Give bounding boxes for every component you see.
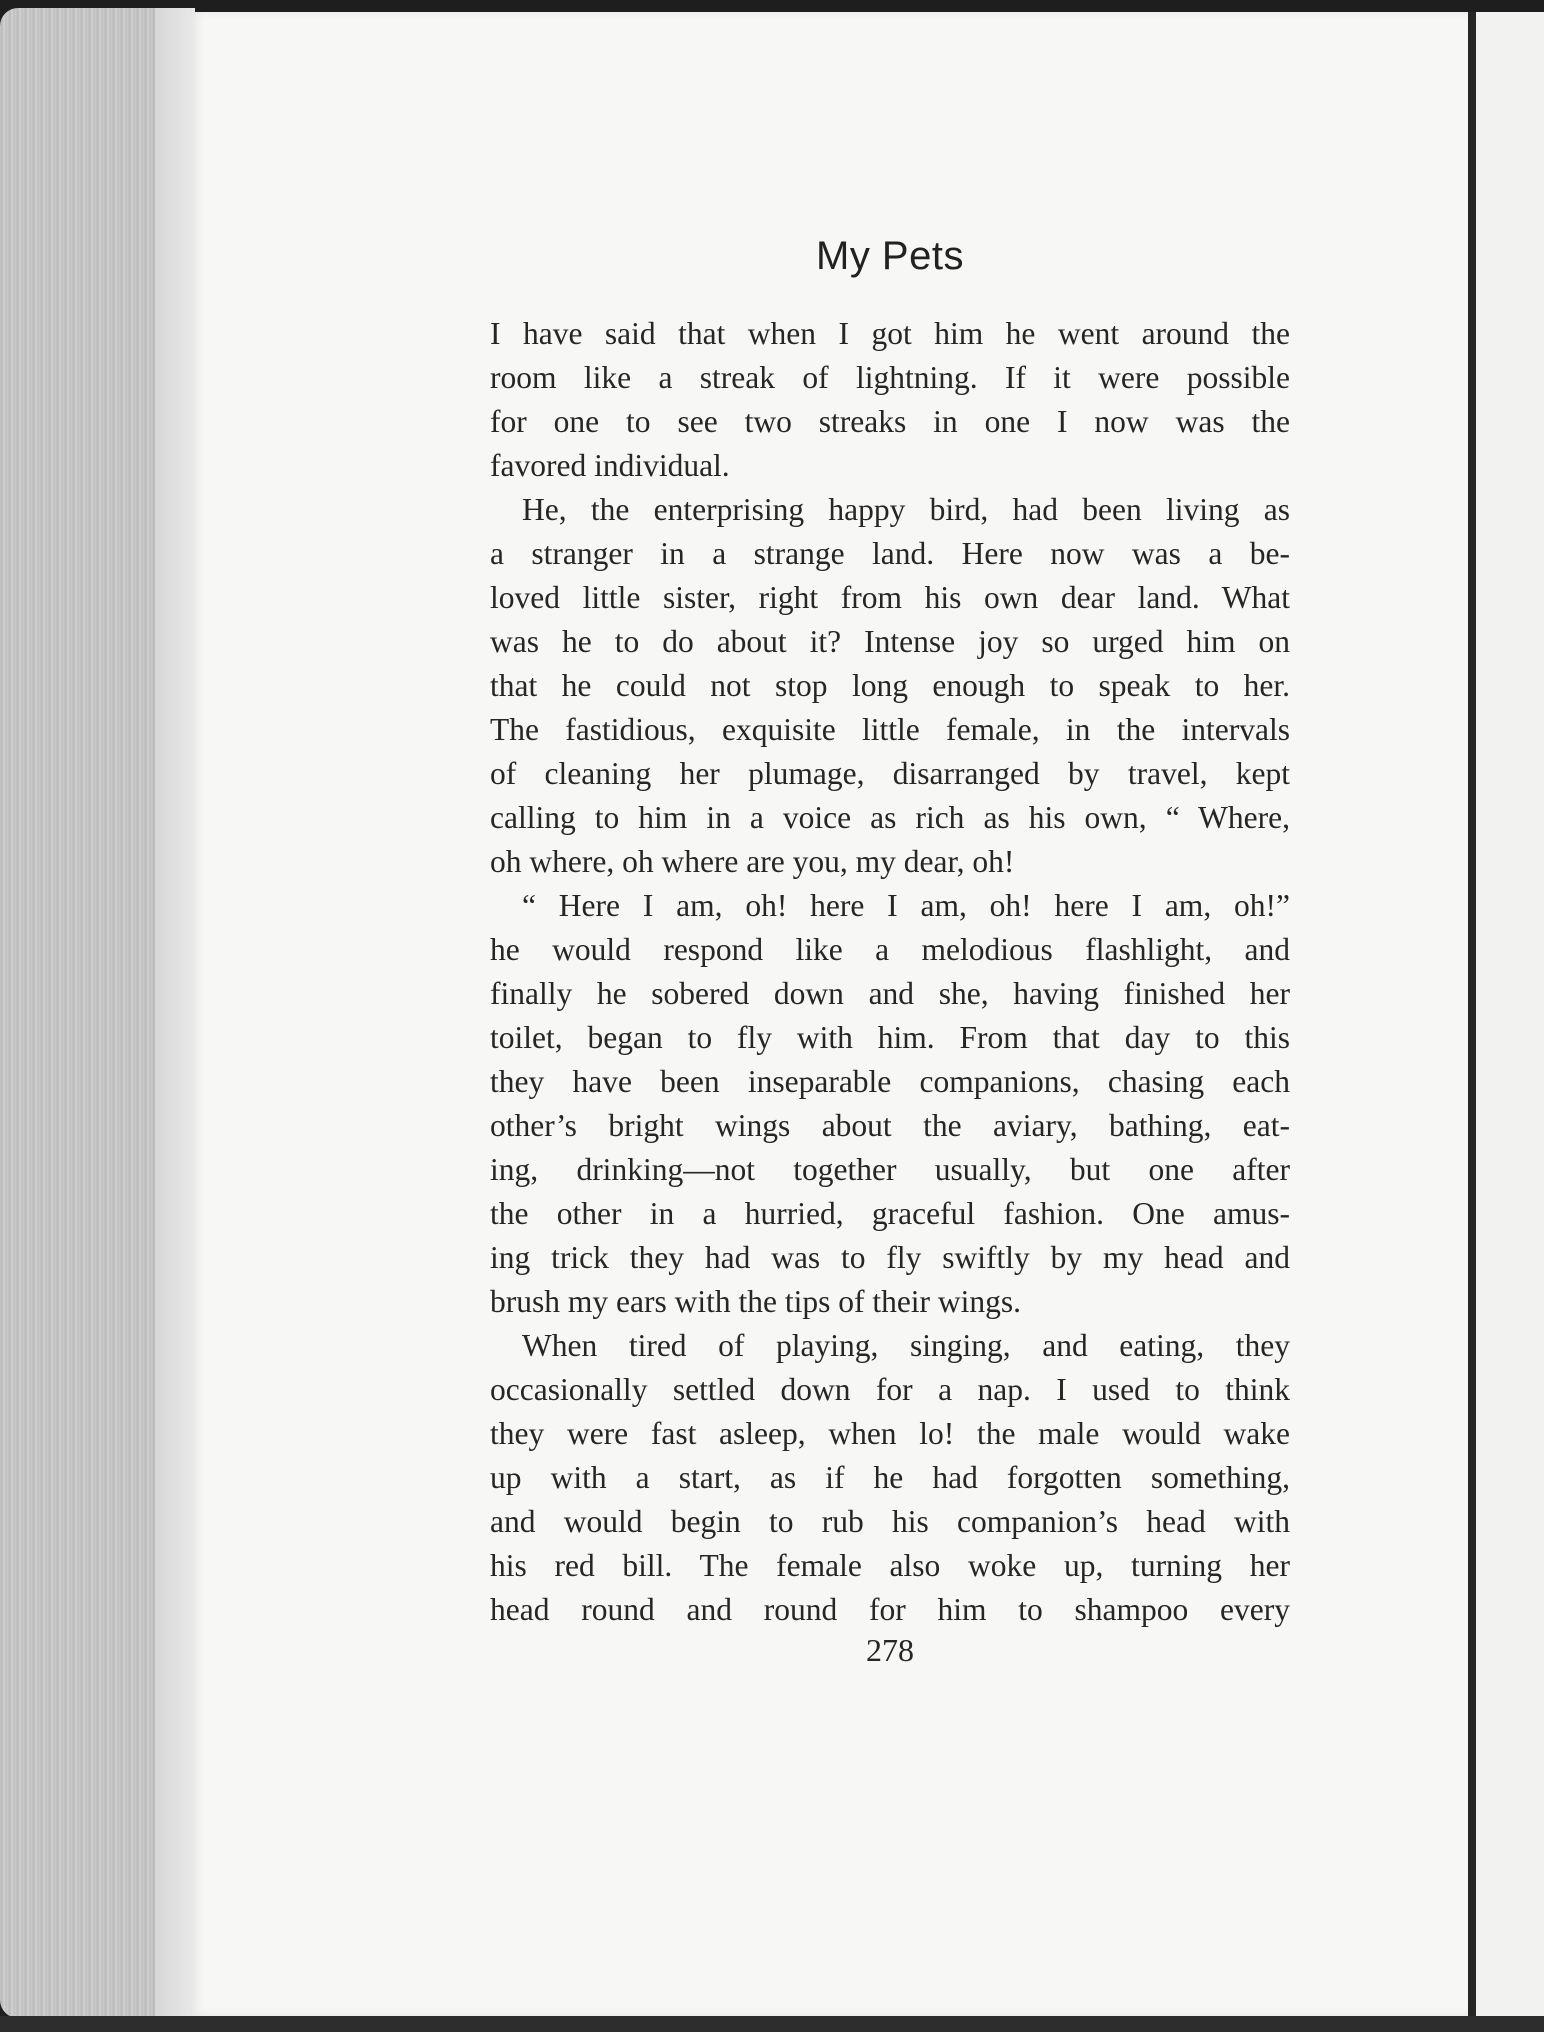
book-spine (1468, 12, 1476, 2016)
page-number: 278 (866, 1632, 914, 1668)
text-line: “ Here I am, oh! here I am, oh! here I am, oh!” (522, 888, 1290, 923)
text-line: his red bill. The female also woke up, turning her (490, 1548, 1290, 1583)
paragraph (490, 312, 1290, 488)
text-line: He, the enterprising happy bird, had been living as (522, 492, 1290, 527)
text-line: toilet, began to fly with him. From that day to this (490, 1020, 1290, 1055)
scan-bottom-border (0, 2016, 1544, 2032)
text-line: they have been inseparable companions, chasing each (490, 1064, 1290, 1099)
text-line: for one to see two streaks in one I now was the (490, 404, 1290, 439)
text-line: the other in a hurried, graceful fashion. One amus- (490, 1196, 1290, 1231)
text-line: of cleaning her plumage, disarranged by travel, kept (490, 756, 1290, 791)
page-edges (0, 8, 195, 2018)
text-line: oh where, oh where are you, my dear, oh! (490, 844, 1015, 879)
text-line: loved little sister, right from his own dear land. What (490, 580, 1290, 615)
paragraph (490, 488, 1290, 884)
text-line: I have said that when I got him he went around the (490, 316, 1290, 351)
text-line: favored individual. (490, 448, 730, 483)
text-line: was he to do about it? Intense joy so urged him on (490, 624, 1290, 659)
body-text (490, 312, 1290, 1632)
text-line: brush my ears with the tips of their wings. (490, 1284, 1022, 1319)
text-line: a stranger in a strange land. Here now was a be- (490, 536, 1290, 571)
text-line: other’s bright wings about the aviary, bathing, eat- (490, 1108, 1290, 1143)
text-line: finally he sobered down and she, having finished her (490, 976, 1290, 1011)
text-line: occasionally settled down for a nap. I used to think (490, 1372, 1290, 1407)
text-line: head round and round for him to shampoo every (490, 1592, 1290, 1627)
running-head: My Pets (816, 234, 964, 278)
paragraph (490, 884, 1290, 1324)
text-line: The fastidious, exquisite little female, in the intervals (490, 712, 1290, 747)
paragraph (490, 1324, 1290, 1632)
text-line: he would respond like a melodious flashlight, and (490, 932, 1290, 967)
facing-page-edge (1476, 12, 1544, 2016)
text-line: room like a streak of lightning. If it were possible (490, 360, 1290, 395)
text-line: calling to him in a voice as rich as his own, “ Where, (490, 800, 1290, 835)
text-line: ing trick they had was to fly swiftly by my head and (490, 1240, 1290, 1275)
text-line: that he could not stop long enough to speak to her. (490, 668, 1290, 703)
text-line: ing, drinking—not together usually, but one after (490, 1152, 1290, 1187)
text-line: and would begin to rub his companion’s head with (490, 1504, 1290, 1539)
text-line: up with a start, as if he had forgotten something, (490, 1460, 1290, 1495)
text-line: When tired of playing, singing, and eating, they (522, 1328, 1290, 1363)
text-line: they were fast asleep, when lo! the male would wake (490, 1416, 1290, 1451)
